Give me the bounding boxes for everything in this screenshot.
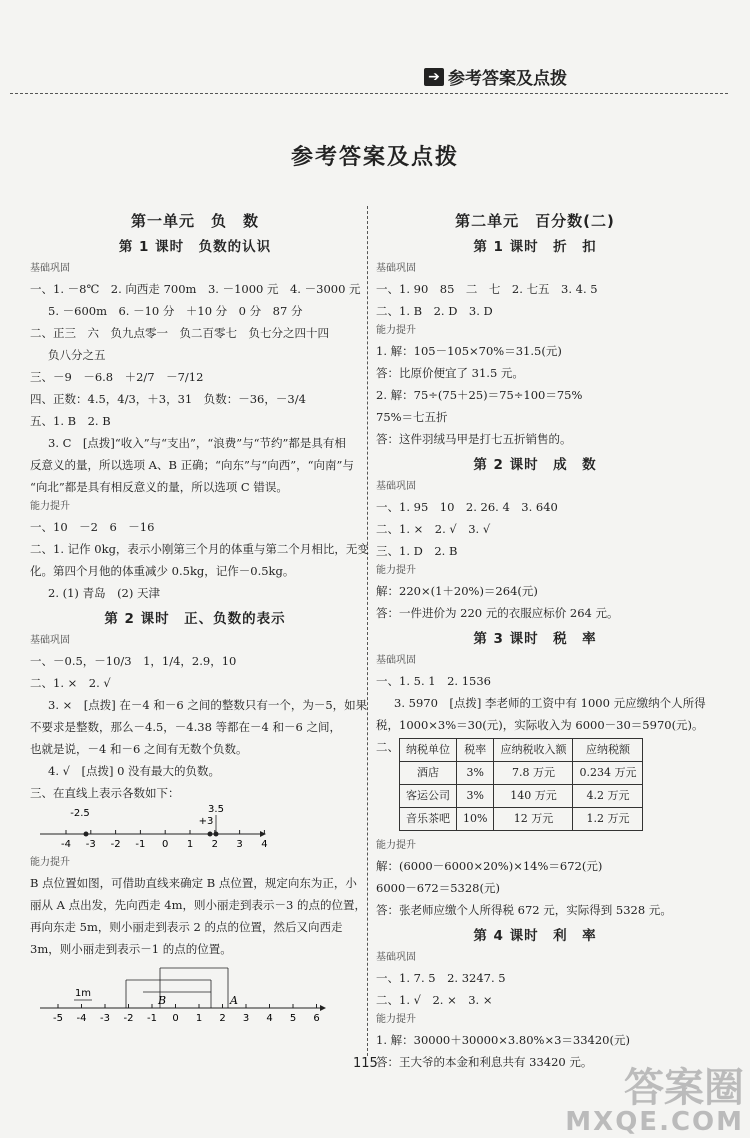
label-neg-2-5: -2.5 [70, 808, 90, 819]
answer-line: 二、正三 六 负九点零一 负二百零七 负七分之四十四 [30, 326, 329, 340]
answer-line: 2. 解：75÷(75＋25)＝75÷100＝75% [376, 388, 583, 402]
tick-label: -3 [85, 839, 96, 850]
answer-line: 再向东走 5m，则小丽走到表示 2 的点的位置，然后又向西走 [30, 920, 343, 934]
tick-label: -4 [76, 1013, 87, 1024]
answer-line: 答：一件进价为 220 元的衣服应标价 264 元。 [376, 606, 619, 620]
table-header-cell: 税率 [457, 739, 494, 762]
header-tag-text: 参考答案及点拨 [448, 69, 567, 89]
lesson-title: 第 4 课时 利 率 [473, 928, 597, 944]
answer-line: 2. (1) 青岛 (2) 天津 [48, 586, 161, 600]
tick-label: 4 [266, 1013, 273, 1024]
section-label: 基础巩固 [376, 481, 416, 492]
page-number: 115 [353, 1056, 378, 1071]
lesson-title: 第 3 课时 税 率 [473, 631, 597, 647]
answer-line: 4. √ [点拨] 0 没有最大的负数。 [48, 764, 221, 778]
answer-line: 3. C [点拨]“收入”与“支出”，“浪费”与“节约”都是具有相 [48, 436, 346, 450]
answer-line: 二、1. √ 2. × 3. × [376, 993, 493, 1007]
tick-label: 1 [186, 839, 194, 850]
section-label: 能力提升 [376, 325, 416, 336]
tick-label: 0 [162, 839, 169, 850]
answer-line: 一、1. 7. 5 2. 3247. 5 [376, 971, 506, 985]
table-row [400, 808, 643, 831]
point-a-label: A [230, 994, 238, 1007]
header-tag [424, 64, 567, 89]
table-cell: 3% [457, 762, 494, 785]
answer-line: 二、 [376, 740, 399, 754]
section-label: 能力提升 [376, 840, 416, 851]
section-label: 基础巩固 [30, 263, 70, 274]
answer-line: 四、正数：4.5，4/3，＋3，31 负数：－36，－3/4 [30, 392, 306, 406]
table-cell: 10% [457, 808, 494, 831]
answer-line: 也就是说，－4 和－6 之间有无数个负数。 [30, 742, 248, 756]
table-row [400, 762, 643, 785]
section-label: 能力提升 [30, 501, 70, 512]
header-divider [10, 93, 728, 94]
answer-line: “向北”都是具有相反意义的量，所以选项 C 错误。 [30, 480, 288, 494]
tick-label: -4 [61, 839, 71, 850]
answer-line: 负八分之五 [48, 348, 106, 362]
answer-line: 一、10 －2 6 －16 [30, 520, 155, 534]
table-header-cell: 应纳税额 [573, 739, 643, 762]
table-header-cell: 纳税单位 [400, 739, 457, 762]
page-title: 参考答案及点拨 [290, 145, 459, 170]
label-plus-3: +3 [198, 816, 214, 827]
answer-line: 3. 5970 [点拨] 李老师的工资中有 1000 元应缴纳个人所得 [394, 696, 706, 710]
tick-label: -5 [53, 1013, 63, 1024]
tick-label: -1 [135, 839, 146, 850]
answer-line: 6000－672＝5328(元) [376, 881, 500, 895]
answer-line: 二、1. × 2. √ [30, 676, 111, 690]
table-cell: 3% [457, 785, 494, 808]
tick-label: -2 [110, 839, 121, 850]
answer-line: 答：张老师应缴个人所得税 672 元，实际得到 5328 元。 [376, 903, 672, 917]
answer-line: 税，1000×3%＝30(元)，实际收入为 6000－30＝5970(元)。 [376, 718, 704, 732]
section-label: 能力提升 [376, 1014, 416, 1025]
table-cell: 音乐茶吧 [400, 808, 457, 831]
answer-line: 75%＝七五折 [376, 410, 448, 424]
section-label: 基础巩固 [376, 655, 416, 666]
tick-label: 3 [236, 839, 243, 850]
section-label: 基础巩固 [376, 952, 416, 963]
tick-label: 6 [313, 1013, 320, 1024]
answer-line: 不要求是整数，那么－4.5，－4.38 等都在－4 和－6 之间， [30, 720, 341, 734]
answer-line: 3m，则小丽走到表示－1 的点的位置。 [30, 942, 232, 956]
answer-line: B 点位置如图，可借助直线来确定 B 点位置，规定向东为正，小 [30, 876, 357, 890]
answer-line: 解：(6000－6000×20%)×14%＝672(元) [376, 859, 603, 873]
tick-label: 5 [289, 1013, 297, 1024]
column-divider [367, 206, 368, 1056]
answer-line: 1. 解：105－105×70%＝31.5(元) [376, 344, 562, 358]
answer-line: 二、1. B 2. D 3. D [376, 304, 493, 318]
section-label: 能力提升 [30, 857, 70, 868]
right-column [376, 208, 706, 1073]
table-cell: 客运公司 [400, 785, 457, 808]
tick-label: 0 [172, 1013, 179, 1024]
tick-label: 1 [195, 1013, 203, 1024]
watermark-text: 答案圈 [624, 1065, 744, 1111]
tick-label: 3 [242, 1013, 250, 1024]
answer-line: 化。第四个月他的体重减少 0.5kg，记作－0.5kg。 [30, 564, 295, 578]
section-label: 基础巩固 [376, 263, 416, 274]
label-3-5: 3.5 [208, 804, 224, 815]
number-line-diagram [30, 804, 360, 854]
tick-label: 2 [219, 1013, 226, 1024]
answer-line: 三、在直线上表示各数如下： [30, 786, 180, 800]
answer-line: 一、1. 5. 1 2. 1536 [376, 674, 491, 688]
tax-table-block [376, 736, 694, 837]
left-column [30, 208, 369, 1026]
answer-line: 答：王大爷的本金和利息共有 33420 元。 [376, 1055, 593, 1069]
tick-label: -2 [123, 1013, 134, 1024]
table-header-row [400, 739, 643, 762]
answer-line: 答：比原价便宜了 31.5 元。 [376, 366, 524, 380]
answer-line: 一、1. 95 10 2. 26. 4 3. 640 [376, 500, 558, 514]
tax-table [399, 738, 643, 831]
tick-label: -1 [147, 1013, 157, 1024]
table-cell: 1.2 万元 [573, 808, 643, 831]
tick-label: 4 [261, 839, 268, 850]
answer-line: 三、－9 －6.8 ＋2/7 －7/12 [30, 370, 204, 384]
answer-line: 反意义的量，所以选项 A、B 正确；“向东”与“向西”，“向南”与 [30, 458, 354, 472]
tick-label: 2 [211, 839, 218, 850]
table-cell: 12 万元 [494, 808, 573, 831]
answer-line: 五、1. B 2. B [30, 414, 111, 428]
table-cell: 0.234 万元 [573, 762, 643, 785]
table-cell: 140 万元 [494, 785, 573, 808]
answer-line: 一、1. －8℃ 2. 向西走 700m 3. －1000 元 4. －3000 元 [30, 282, 361, 296]
lesson-title: 第 1 课时 折 扣 [473, 239, 597, 255]
unit-title: 第一单元 负 数 [130, 212, 259, 230]
answer-line: 二、1. 记作 0kg，表示小刚第三个月的体重与第二个月相比，无变 [30, 542, 369, 556]
point-b-label: B [157, 994, 167, 1007]
answer-line: 3. × [点拨] 在－4 和－6 之间的整数只有一个，为－5，如果 [48, 698, 368, 712]
answer-line: 1. 解：30000＋30000×3.80%×3＝33420(元) [376, 1033, 630, 1047]
tick-label: -3 [100, 1013, 110, 1024]
watermark-url: MXQE.COM [565, 1107, 744, 1137]
table-row [400, 785, 643, 808]
scale-label: 1m [74, 988, 92, 999]
lesson-title: 第 1 课时 负数的认识 [118, 239, 272, 255]
answer-line: 5. －600m 6. －10 分 ＋10 分 0 分 87 分 [48, 304, 303, 318]
table-cell: 4.2 万元 [573, 785, 643, 808]
walk-number-line-diagram [30, 960, 360, 1026]
answer-line: 三、1. D 2. B [376, 544, 458, 558]
section-label: 基础巩固 [30, 635, 70, 646]
answer-line: 丽从 A 点出发，先向西走 4m，则小丽走到表示－3 的点的位置， [30, 898, 366, 912]
lesson-title: 第 2 课时 成 数 [473, 457, 597, 473]
answer-line: 一、1. 90 85 二 七 2. 七五 3. 4. 5 [376, 282, 598, 296]
section-label: 能力提升 [376, 565, 416, 576]
unit-title: 第二单元 百分数(二) [455, 212, 615, 230]
table-cell: 酒店 [400, 762, 457, 785]
answer-line: 解：220×(1＋20%)＝264(元) [376, 584, 538, 598]
answer-line: 二、1. × 2. √ 3. √ [376, 522, 491, 536]
answer-line: 一、－0.5，－10/3 1，1/4，2.9，10 [30, 654, 237, 668]
table-header-cell: 应纳税收入额 [494, 739, 573, 762]
table-cell: 7.8 万元 [494, 762, 573, 785]
arrow-right-icon: ➔ [424, 68, 444, 86]
watermark-logo [565, 1065, 744, 1137]
answer-line: 答：这件羽绒马甲是打七五折销售的。 [376, 432, 572, 446]
lesson-title: 第 2 课时 正、负数的表示 [104, 611, 286, 627]
